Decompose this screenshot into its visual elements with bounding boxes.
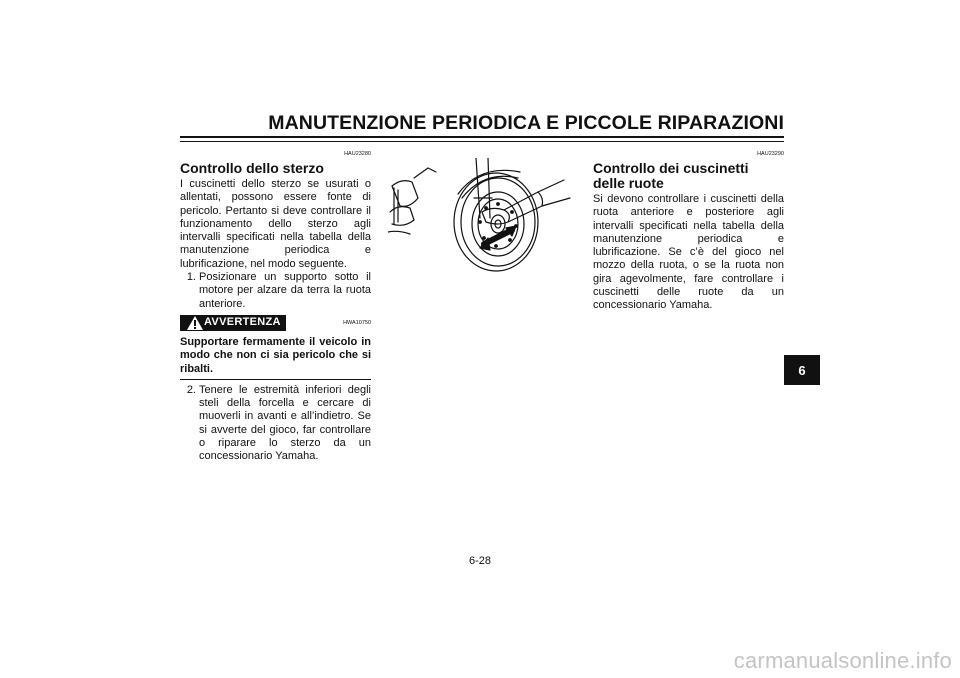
right-column	[593, 150, 784, 313]
warning-header	[180, 315, 371, 333]
chapter-tab: 6	[784, 355, 820, 385]
page-number: 6-28	[468, 555, 492, 567]
warning-badge	[180, 315, 286, 331]
watermark: carmanualsonline.info	[733, 648, 952, 673]
warning-code: HWA10750	[343, 319, 371, 326]
section-heading-steering: Controllo dello sterzo	[180, 160, 324, 176]
section-code: HAU23290	[757, 151, 784, 157]
step-text: Tenere le estremità inferiori degli steli della forcella e cercare di muoverli in avanti e all’indietro. Se si avverte del gioco, far controllare o riparare lo sterzo da un concessionario Yamaha.	[199, 383, 371, 463]
page-title: MANUTENZIONE PERIODICA E PICCOLE RIPARAZIONI	[268, 112, 784, 134]
header-rule	[180, 136, 784, 138]
intro-paragraph: I cuscinetti dello sterzo se usurati o allentati, possono essere fonte di pericolo. Pertanto si deve controllare il funzionamento dello sterzo agli intervalli specificati nella tabella della manutenzione periodica e lubrificazione, nel modo seguente.	[180, 178, 371, 270]
step-text: Posizionare un supporto sotto il motore per alzare da terra la ruota anteriore.	[199, 271, 371, 310]
section-heading-wheel-bearings: Controllo dei cuscinetti delle ruote	[593, 160, 749, 191]
wheel-bearings-paragraph: Si devono controllare i cuscinetti della ruota anteriore e posteriore agli intervalli specificati nella tabella della manutenzione periodica e lubrificazione. Se c’è del gioco nel mozzo della ruota, o se la ruota non gira agevolmente, fare controllare i cuscinetti delle ruote da un concessionario Yamaha.	[593, 193, 784, 312]
step-number: 2.	[186, 383, 196, 396]
warning-label: AVVERTENZA	[204, 316, 281, 329]
section-code: HAU23280	[344, 151, 371, 157]
warning-rule	[180, 379, 371, 380]
step-2	[180, 384, 371, 464]
warning-text: Supportare fermamente il veicolo in modo che non ci sia pericolo che si ribalti.	[180, 335, 371, 375]
left-column	[180, 150, 371, 464]
warning-triangle-icon	[186, 315, 204, 331]
step-1	[180, 271, 371, 311]
fork-check-illustration	[388, 158, 578, 276]
header-rule-thin	[180, 141, 784, 142]
step-number: 1.	[186, 271, 196, 284]
